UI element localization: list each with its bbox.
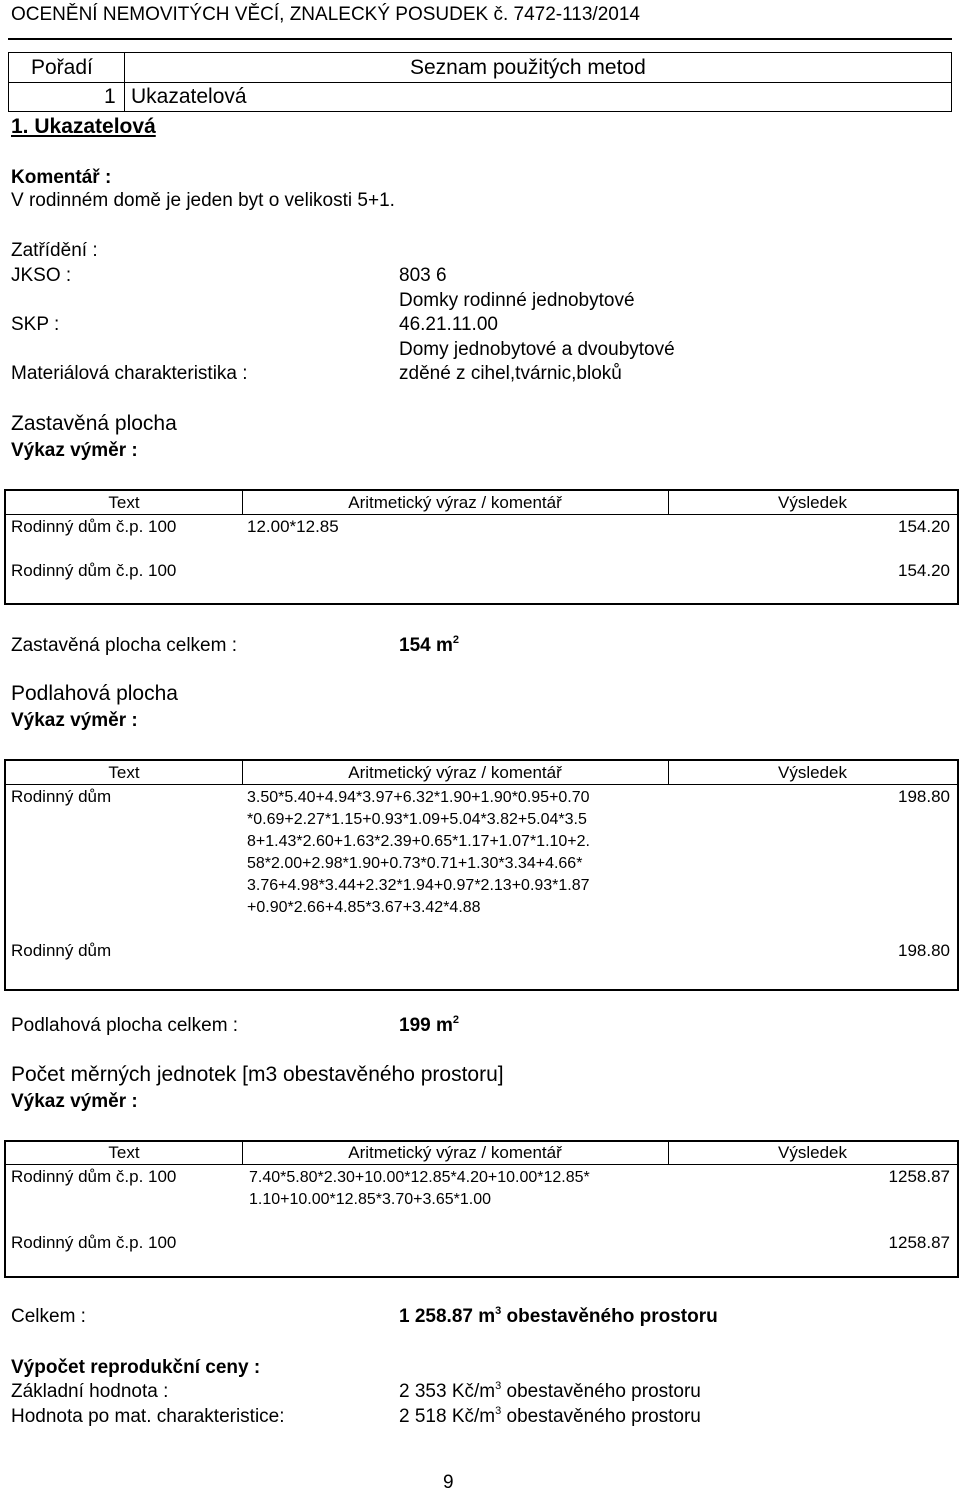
jkso-description: Domky rodinné jednobytové — [399, 290, 635, 311]
skp-code: 46.21.11.00 — [399, 314, 498, 335]
section-title: 1. Ukazatelová — [11, 115, 156, 138]
classification-label: Zatřídění : — [11, 240, 98, 261]
material-value: zděné z cihel,tvárnic,bloků — [399, 363, 622, 384]
built-area-title: Zastavěná plocha — [11, 412, 177, 435]
base-value: 2 353 $Kč/m^3$ obestavěného prostoru — [399, 1379, 701, 1402]
subtotal-result: 154.20 — [898, 561, 950, 580]
subtotal-text: Rodinný dům č.p. 100 — [11, 1233, 177, 1252]
col-expression-header: Aritmetický výraz / komentář — [348, 763, 562, 782]
col-text-header: Text — [108, 763, 140, 782]
method-name: Ukazatelová — [131, 85, 247, 108]
row-text: Rodinný dům č.p. 100 — [11, 517, 177, 536]
row-result: 198.80 — [898, 787, 950, 806]
jkso-label: JKSO : — [11, 265, 72, 286]
units-subtitle: Výkaz výměr : — [11, 1091, 138, 1112]
skp-description: Domy jednobytové a dvoubytové — [399, 339, 675, 360]
skp-label: SKP : — [11, 314, 60, 335]
floor-area-subtitle: Výkaz výměr : — [11, 710, 138, 731]
row-result: 154.20 — [898, 517, 950, 536]
col-expression-header: Aritmetický výraz / komentář — [348, 493, 562, 512]
page-number: 9 — [443, 1472, 454, 1493]
header-rule — [8, 38, 952, 40]
row-expression: 7.40*5.80*2.30+10.00*12.85*4.20+10.00*12.85* 1.10+10.00*12.85*3.70+3.65*1.00 — [249, 1169, 590, 1208]
col-result-header: Výsledek — [778, 1143, 847, 1162]
row-expression: 3.50*5.40+4.94*3.97+6.32*1.90+1.90*0.95+0.70 *0.69+2.27*1.15+0.93*1.09+5.04*3.82+5.04*3.5 8+1.43*2.60+1.63*2.39+0.65*1.17+1.07*1.10+2. 58*2.00+2.98*1.90+0.73*0.71+1.30*3.34+4.66* 3.76+4.98*3.44+2.32*1.94+0.97*2.13+0.93*1.87 +0.90*2.66+4.85*3.67+3.42*4.88 — [247, 789, 590, 916]
row-expression: 12.00*12.85 — [247, 517, 339, 536]
col-result-header: Výsledek — [778, 493, 847, 512]
material-adjusted-value: 2 518 $Kč/m^3$ obestavěného prostoru — [399, 1404, 701, 1427]
units-title: Počet měrných jednotek [m3 obestavěného prostoru] — [11, 1063, 504, 1086]
subtotal-text: Rodinný dům č.p. 100 — [11, 561, 177, 580]
base-value-label: Základní hodnota : — [11, 1381, 169, 1402]
subtotal-text: Rodinný dům — [11, 941, 112, 960]
row-result: 1258.87 — [888, 1167, 950, 1186]
units-total-value: 1 258.87 $m^3$ obestavěného prostoru — [399, 1304, 718, 1327]
built-area-subtitle: Výkaz výměr : — [11, 440, 138, 461]
built-area-total-label: Zastavěná plocha celkem : — [11, 635, 238, 656]
units-total-label: Celkem : — [11, 1306, 86, 1327]
floor-area-title: Podlahová plocha — [11, 682, 178, 705]
subtotal-result: 198.80 — [898, 941, 950, 960]
row-text: Rodinný dům č.p. 100 — [11, 1167, 177, 1186]
comment-text: V rodinném domě je jeden byt o velikosti 5+1. — [11, 190, 395, 211]
built-area-total-value: 154 $m^2$ — [399, 633, 459, 656]
floor-area-total-label: Podlahová plocha celkem : — [11, 1015, 239, 1036]
material-value-label: Hodnota po mat. charakteristice: — [11, 1406, 285, 1427]
comment-label: Komentář : — [11, 167, 112, 188]
document-header: OCENĚNÍ NEMOVITÝCH VĚCÍ, ZNALECKÝ POSUDEK č. 7472-113/2014 — [11, 4, 640, 25]
col-text-header: Text — [108, 1143, 140, 1162]
col-order-header: Pořadí — [31, 56, 93, 79]
subtotal-result: 1258.87 — [888, 1233, 950, 1252]
col-text-header: Text — [108, 493, 140, 512]
jkso-code: 803 6 — [399, 265, 447, 286]
material-label: Materiálová charakteristika : — [11, 363, 248, 384]
row-text: Rodinný dům — [11, 787, 112, 806]
col-expression-header: Aritmetický výraz / komentář — [348, 1143, 562, 1162]
floor-area-total-value: 199 $m^2$ — [399, 1013, 459, 1036]
col-methods-header: Seznam použitých metod — [410, 56, 646, 79]
col-result-header: Výsledek — [778, 763, 847, 782]
method-number: 1 — [104, 85, 116, 108]
reproduction-title: Výpočet reprodukční ceny : — [11, 1357, 261, 1378]
